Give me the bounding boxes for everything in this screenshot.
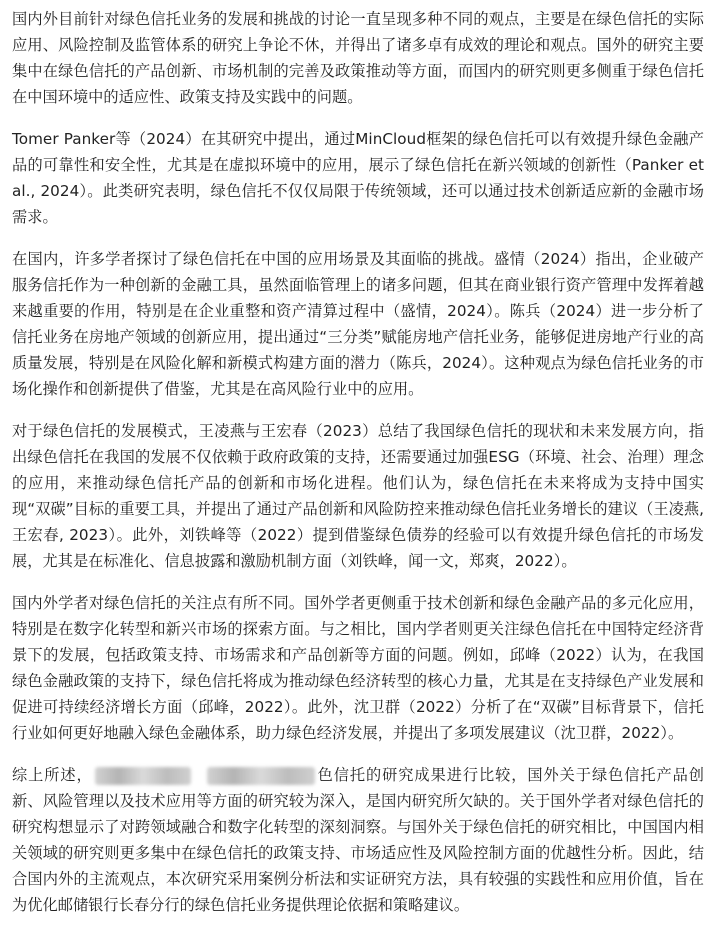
redaction-blur [207,767,315,785]
paragraph-6-start: 综上所述， [12,766,93,784]
paragraph-2: Tomer Panker等（2024）在其研究中提出，通过MinCloud框架的绿色信托可以有效提升绿色金融产品的可靠性和安全性，尤其是在虚拟环境中的应用，展示了绿色信托在新兴领域的创新性（Panker et al., 2024）。此类研究表明，绿色信托不仅仅局限于传统领域，还可以通过技术创新适应新的金融市场需求。 [12,130,704,226]
redaction-blur [95,767,191,785]
paragraph-1: 国内外目前针对绿色信托业务的发展和挑战的讨论一直呈现多种不同的观点，主要是在绿色信托的实际应用、风险控制及监管体系的研究上争论不休，并得出了诸多卓有成效的理论和观点。国外的研究主要集中在绿色信托的产品创新、市场机制的完善及政策推动等方面，而国内的研究则更多侧重于绿色信托在中国环境中的适应性、政策支持及实践中的问题。 [12,10,704,106]
document-body [12,0,704,934]
paragraph-4: 对于绿色信托的发展模式，王凌燕与王宏春（2023）总结了我国绿色信托的现状和未来发展方向，指出绿色信托在我国的发展不仅依赖于政府政策的支持，还需要通过加强ESG（环境、社会、治理）理念的应用，来推动绿色信托产品的创新和市场化进程。他们认为，绿色信托在未来将成为支持中国实现“双碳”目标的重要工具，并提出了通过产品创新和风险防控来推动绿色信托业务增长的建议（王凌燕, 王宏春, 2023）。此外，刘铁峰等（2022）提到借鉴绿色债券的经验可以有效提升绿色信托的市场发展，尤其是在标准化、信息披露和激励机制方面（刘铁峰，闻一文，郑爽，2022）。 [12,422,704,570]
paragraph-5: 国内外学者对绿色信托的关注点有所不同。国外学者更侧重于技术创新和绿色金融产品的多元化应用，特别是在数字化转型和新兴市场的探索方面。与之相比，国内学者则更关注绿色信托在中国特定经济背景下的发展，包括政策支持、市场需求和产品创新等方面的问题。例如，邱峰（2022）认为，在我国绿色金融政策的支持下，绿色信托将成为推动绿色经济转型的核心力量，尤其是在支持绿色产业发展和促进可持续经济增长方面（邱峰，2022）。此外，沈卫群（2022）分析了在“双碳”目标背景下，信托行业如何更好地融入绿色金融体系，助力绿色经济发展，并提出了多项发展建议（沈卫群，2022）。 [12,594,704,742]
paragraph-3: 在国内，许多学者探讨了绿色信托在中国的应用场景及其面临的挑战。盛情（2024）指出，企业破产服务信托作为一种创新的金融工具，虽然面临管理上的诸多问题，但其在商业银行资产管理中发挥着越来越重要的作用，特别是在企业重整和资产清算过程中（盛情，2024）。陈兵（2024）进一步分析了信托业务在房地产领域的创新应用，提出通过“三分类”赋能房地产信托业务，能够促进房地产行业的高质量发展，特别是在风险化解和新模式构建方面的潜力（陈兵，2024）。这种观点为绿色信托业务的市场化操作和创新提供了借鉴，尤其是在高风险行业中的应用。 [12,250,704,398]
paragraph-6-rest: 色信托的研究成果进行比较，国外关于绿色信托产品创新、风险管理以及技术应用等方面的研究较为深入，是国内研究所欠缺的。关于国外学者对绿色信托的研究构想显示了对跨领域融合和数字化转型的深刻洞察。与国外关于绿色信托的研究相比，中国国内相关领域的研究则更多集中在绿色信托的政策支持、市场适应性及风险控制方面的优越性分析。因此，结合国内外的主流观点，本次研究采用案例分析法和实证研究方法，具有较强的实践性和应用价值，旨在为优化邮储银行长春分行的绿色信托业务提供理论依据和策略建议。 [12,766,705,914]
paragraph-6 [12,762,704,918]
